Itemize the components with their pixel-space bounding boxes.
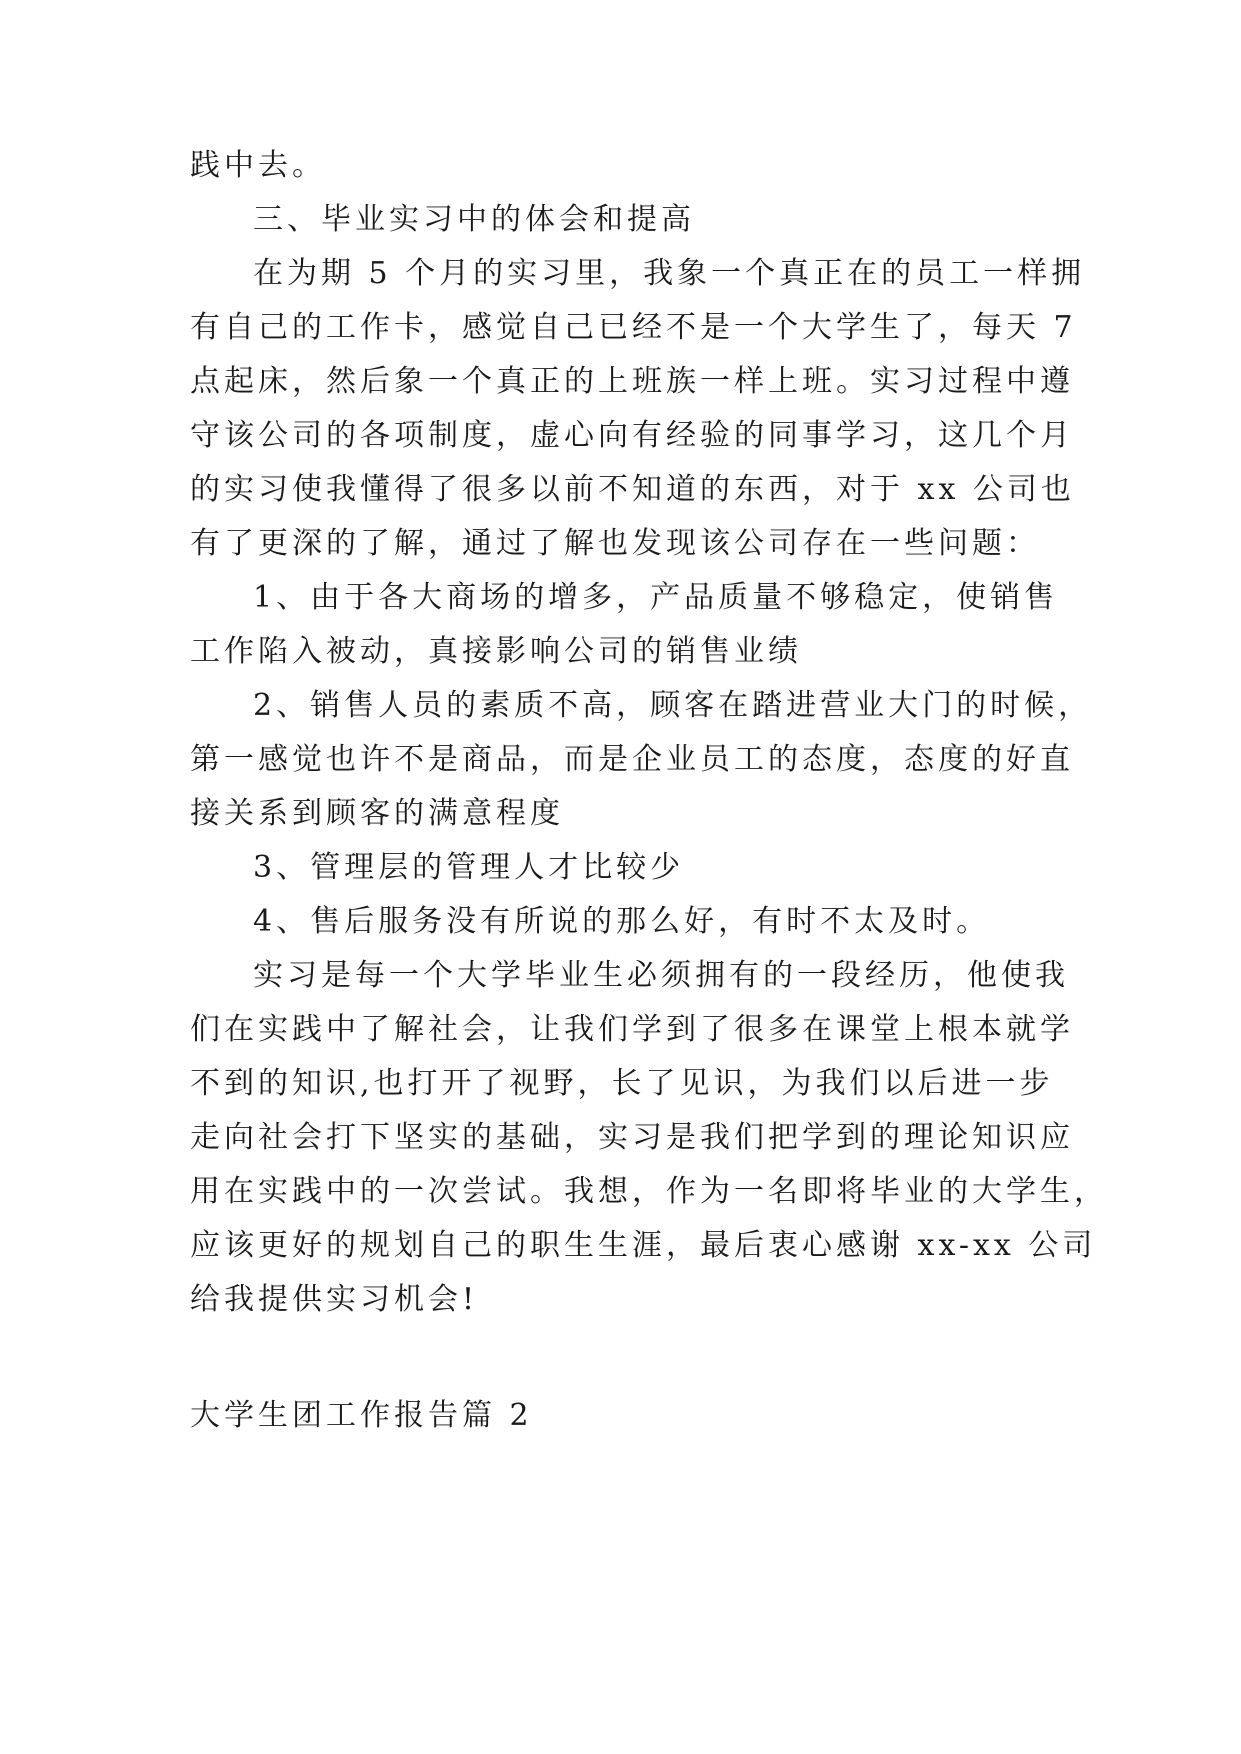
section-title: 大学生团工作报告篇 2 <box>190 1398 533 1433</box>
text-line: 践中去。 <box>190 148 326 183</box>
text-line: 有了更深的了解，通过了解也发现该公司存在一些问题： <box>190 526 1040 561</box>
list-item-1: 1、由于各大商场的增多，产品质量不够稳定，使销售 <box>253 580 1059 615</box>
text-line: 走向社会打下坚实的基础，实习是我们把学到的理论知识应 <box>190 1120 1074 1155</box>
list-item-4: 4、售后服务没有所说的那么好，有时不太及时。 <box>253 904 991 939</box>
text-line: 的实习使我懂得了很多以前不知道的东西，对于 xx 公司也 <box>190 472 1075 507</box>
text-line: 实习是每一个大学毕业生必须拥有的一段经历，他使我 <box>253 958 1069 993</box>
text-line: 接关系到顾客的满意程度 <box>190 796 564 831</box>
text-line: 在为期 5 个月的实习里，我象一个真正在的员工一样拥 <box>253 256 1086 291</box>
text-line: 应该更好的规划自己的职生生涯，最后衷心感谢 xx-xx 公司 <box>190 1228 1097 1263</box>
text-line: 用在实践中的一次尝试。我想，作为一名即将毕业的大学生， <box>190 1174 1108 1209</box>
text-line: 守该公司的各项制度，虚心向有经验的同事学习，这几个月 <box>190 418 1074 453</box>
text-line: 点起床，然后象一个真正的上班族一样上班。实习过程中遵 <box>190 364 1074 399</box>
list-item-3: 3、管理层的管理人才比较少 <box>253 850 685 885</box>
text-line: 给我提供实习机会! <box>190 1282 479 1317</box>
text-line: 不到的知识,也打开了视野，长了见识，为我们以后进一步 <box>190 1066 1054 1101</box>
text-line: 有自己的工作卡，感觉自己已经不是一个大学生了，每天 7 <box>190 310 1077 345</box>
section-heading: 三、毕业实习中的体会和提高 <box>253 202 695 237</box>
text-line: 们在实践中了解社会，让我们学到了很多在课堂上根本就学 <box>190 1012 1074 1047</box>
text-line: 工作陷入被动，真接影响公司的销售业绩 <box>190 634 802 669</box>
text-line: 第一感觉也许不是商品，而是企业员工的态度，态度的好直 <box>190 742 1074 777</box>
list-item-2: 2、销售人员的素质不高，顾客在踏进营业大门的时候， <box>253 688 1093 723</box>
